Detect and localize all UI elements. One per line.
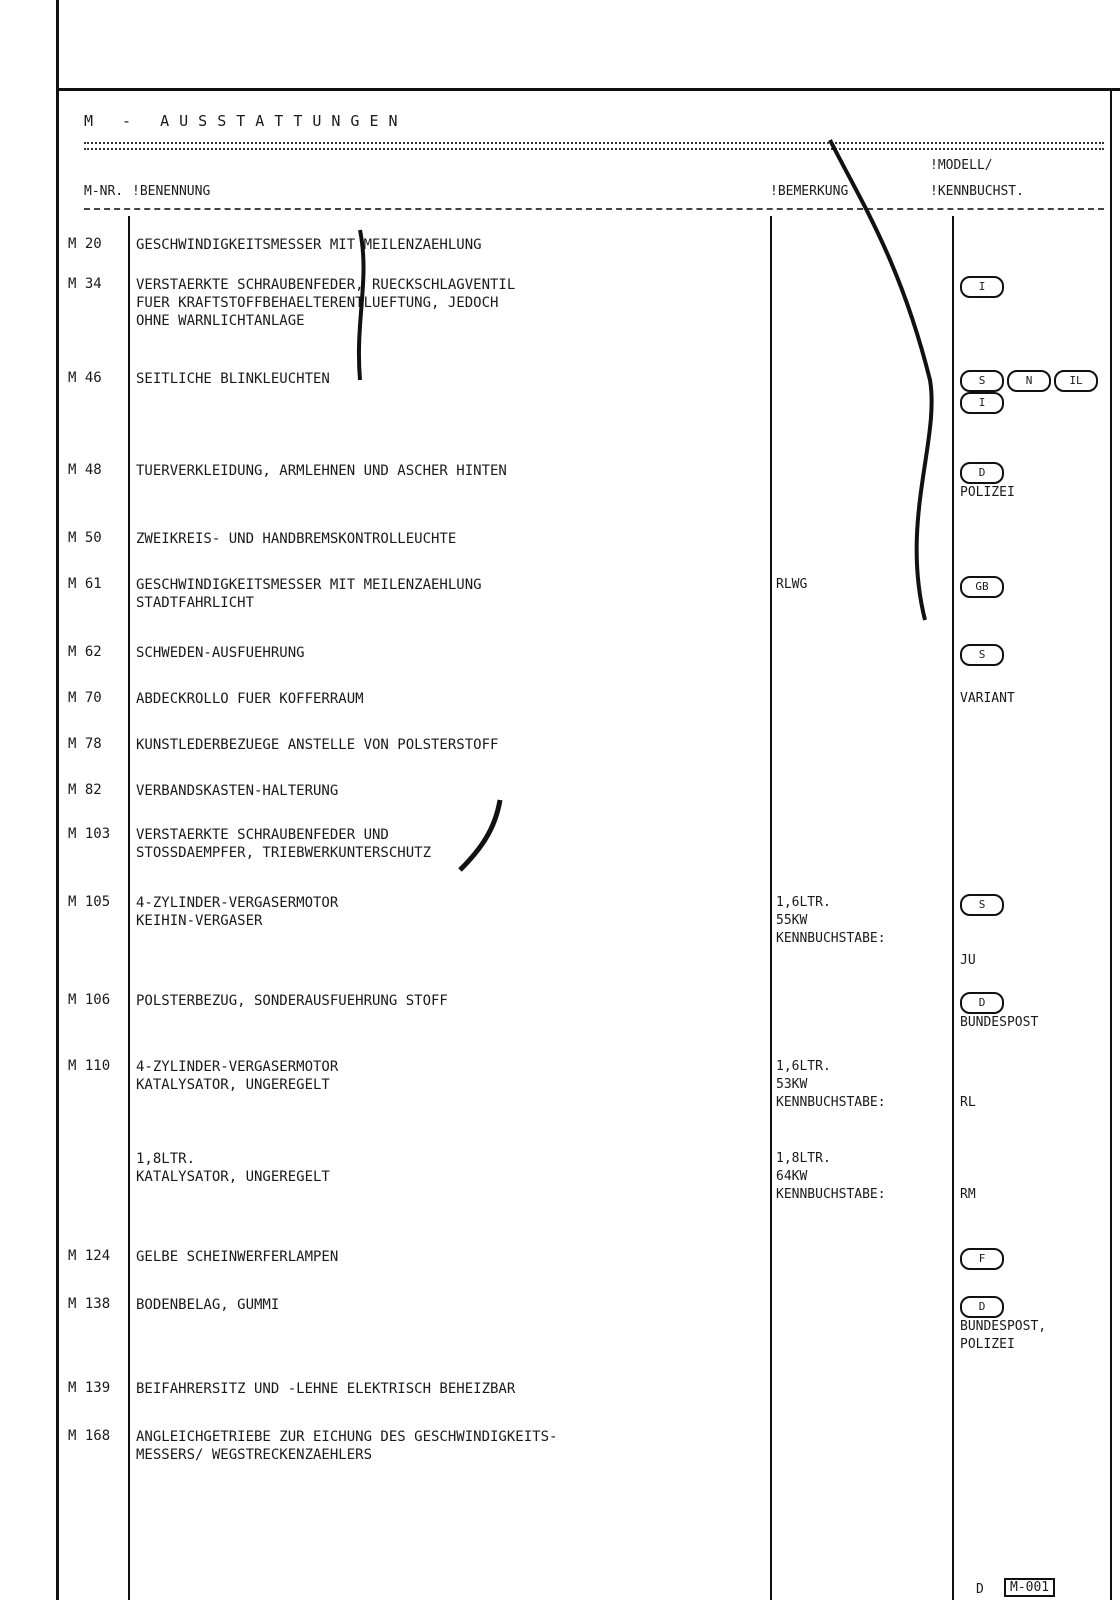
row-benennung: BEIFAHRERSITZ UND -LEHNE ELEKTRISCH BEHEIZBAR (136, 1381, 516, 1397)
country-code-oval: S (960, 370, 1004, 392)
header-mnr: M-NR. (84, 184, 124, 199)
country-code-oval: S (960, 894, 1004, 916)
row-benennung: TUERVERKLEIDUNG, ARMLEHNEN UND ASCHER HINTEN (136, 463, 507, 479)
row-benennung: 1,8LTR. KATALYSATOR, UNGEREGELT (136, 1151, 330, 1185)
row-mnr: M 20 (68, 236, 102, 252)
row-benennung: GESCHWINDIGKEITSMESSER MIT MEILENZAEHLUNG (136, 237, 482, 253)
country-code-oval: F (960, 1248, 1004, 1270)
country-code-oval: S (960, 644, 1004, 666)
row-mnr: M 50 (68, 530, 102, 546)
footer-code: M-001 (1004, 1578, 1055, 1597)
page-title: M - AUSSTATTUNGEN (84, 112, 408, 130)
row-mnr: M 138 (68, 1296, 111, 1312)
row-benennung: SCHWEDEN-AUSFUEHRUNG (136, 645, 305, 661)
row-mnr: M 61 (68, 576, 102, 592)
row-benennung: 4-ZYLINDER-VERGASERMOTOR KATALYSATOR, UNGEREGELT (136, 1059, 339, 1093)
country-code-oval: IL (1054, 370, 1098, 392)
model-text: RL (960, 1095, 976, 1110)
row-benennung: ABDECKROLLO FUER KOFFERRAUM (136, 691, 364, 707)
model-text: POLIZEI (960, 485, 1015, 500)
row-benennung: ANGLEICHGETRIEBE ZUR EICHUNG DES GESCHWINDIGKEITS- MESSERS/ WEGSTRECKENZAEHLERS (136, 1429, 558, 1463)
row-mnr: M 103 (68, 826, 111, 842)
row-benennung: SEITLICHE BLINKLEUCHTEN (136, 371, 330, 387)
country-code-oval: GB (960, 576, 1004, 598)
row-mnr: M 110 (68, 1058, 111, 1074)
model-text: RM (960, 1187, 976, 1202)
country-code-oval: N (1007, 370, 1051, 392)
row-benennung: VERSTAERKTE SCHRAUBENFEDER, RUECKSCHLAGVENTIL FUER KRAFTSTOFFBEHAELTERENTLUEFTUNG, JEDOCH OHNE WARNLICHTANLAGE (136, 277, 516, 329)
row-mnr: M 34 (68, 276, 102, 292)
row-bemerkung: 1,6LTR. 55KW KENNBUCHSTABE: (776, 895, 886, 946)
row-bemerkung: RLWG (776, 577, 808, 592)
row-mnr: M 168 (68, 1428, 111, 1444)
model-text: VARIANT (960, 691, 1015, 706)
row-mnr: M 105 (68, 894, 111, 910)
row-bemerkung: 1,6LTR. 53KW KENNBUCHSTABE: (776, 1059, 886, 1110)
header-kennbuchst: !KENNBUCHST. (930, 184, 1024, 199)
country-code-oval: D (960, 1296, 1004, 1318)
model-text: BUNDESPOST (960, 1015, 1039, 1030)
row-mnr: M 82 (68, 782, 102, 798)
row-bemerkung: 1,8LTR. 64KW KENNBUCHSTABE: (776, 1151, 886, 1202)
header-benennung: !BENENNUNG (132, 184, 211, 199)
country-code-oval: I (960, 392, 1004, 414)
row-mnr: M 62 (68, 644, 102, 660)
row-benennung: BODENBELAG, GUMMI (136, 1297, 280, 1313)
row-mnr: M 139 (68, 1380, 111, 1396)
header-bemerkung: !BEMERKUNG (770, 184, 849, 199)
country-code-oval: I (960, 276, 1004, 298)
row-benennung: VERSTAERKTE SCHRAUBENFEDER UND STOSSDAEMPFER, TRIEBWERKUNTERSCHUTZ (136, 827, 432, 861)
row-mnr: M 46 (68, 370, 102, 386)
row-mnr: M 78 (68, 736, 102, 752)
footer-letter: D (976, 1582, 984, 1597)
row-mnr: M 106 (68, 992, 111, 1008)
row-mnr: M 70 (68, 690, 102, 706)
row-benennung: KUNSTLEDERBEZUEGE ANSTELLE VON POLSTERSTOFF (136, 737, 499, 753)
row-benennung: GELBE SCHEINWERFERLAMPEN (136, 1249, 339, 1265)
row-benennung: VERBANDSKASTEN-HALTERUNG (136, 783, 339, 799)
header-modell: !MODELL/ (930, 158, 993, 173)
row-mnr: M 124 (68, 1248, 111, 1264)
row-mnr: M 48 (68, 462, 102, 478)
country-code-oval: D (960, 992, 1004, 1014)
country-code-oval: D (960, 462, 1004, 484)
row-benennung: POLSTERBEZUG, SONDERAUSFUEHRUNG STOFF (136, 993, 448, 1009)
row-benennung: ZWEIKREIS- UND HANDBREMSKONTROLLEUCHTE (136, 531, 457, 547)
row-benennung: GESCHWINDIGKEITSMESSER MIT MEILENZAEHLUNG STADTFAHRLICHT (136, 577, 482, 611)
row-benennung: 4-ZYLINDER-VERGASERMOTOR KEIHIN-VERGASER (136, 895, 339, 929)
model-text: BUNDESPOST, POLIZEI (960, 1319, 1047, 1352)
model-text: JU (960, 953, 976, 968)
